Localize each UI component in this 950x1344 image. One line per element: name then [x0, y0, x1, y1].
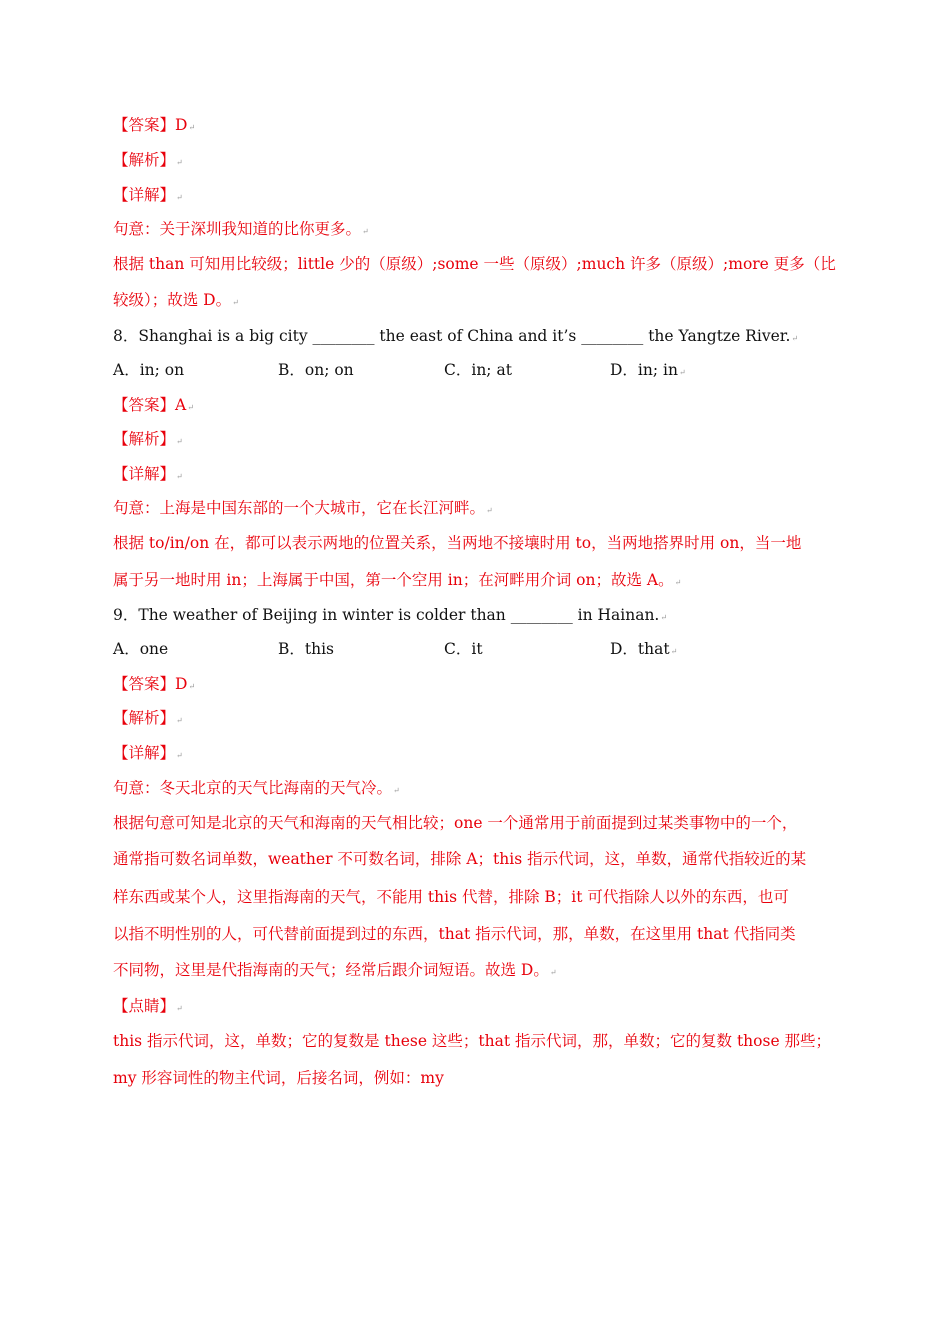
q9-answer: 【答案】D↵ [113, 675, 196, 693]
q9-analysis: 【解析】↵ [113, 709, 183, 727]
q9-explanation-line-4: 以指不明性别的人，可代替前面提到过的东西，that 指示代词，那，单数，在这里用 that 代指同类 [113, 925, 796, 943]
q7-analysis: 【解析】↵ [113, 151, 183, 169]
q8-options [113, 359, 853, 383]
q8-explanation-line-2: 属于另一地时用 in；上海属于中国，第一个空用 in；在河畔用介词 on；故选 A。↵ [113, 571, 682, 589]
q8-meaning: 句意：上海是中国东部的一个大城市，它在长江河畔。↵ [113, 499, 493, 517]
q8-option-d: D．in; in↵ [610, 361, 686, 379]
q9-tip-line-2: my 形容词性的物主代词，后接名词，例如：my [113, 1069, 444, 1087]
q7-detail: 【详解】↵ [113, 186, 183, 204]
q9-option-c: C．it [444, 640, 483, 658]
q9-option-d: D．that↵ [610, 640, 678, 658]
q9-option-a: A．one [113, 640, 169, 658]
q8-question: 8．Shanghai is a big city ________ the east of China and it’s ________ the Yangtze River.↵ [113, 327, 799, 345]
q7-meaning: 句意：关于深圳我知道的比你更多。↵ [113, 220, 369, 238]
q8-answer: 【答案】A↵ [113, 396, 194, 414]
q7-explanation-line-1: 根据 than 可知用比较级；little 少的（原级）;some 一些（原级）;much 许多（原级）;more 更多（比 [113, 255, 836, 273]
q9-options [113, 638, 853, 662]
q9-detail: 【详解】↵ [113, 744, 183, 762]
q9-meaning: 句意：冬天北京的天气比海南的天气冷。↵ [113, 779, 400, 797]
q7-explanation-line-2: 较级）；故选 D。↵ [113, 291, 239, 309]
q8-option-c: C．in; at [444, 361, 512, 379]
q9-explanation-line-1: 根据句意可知是北京的天气和海南的天气相比较；one 一个通常用于前面提到过某类事物中的一个， [113, 814, 798, 832]
q9-tip-heading: 【点睛】↵ [113, 997, 183, 1015]
q8-detail: 【详解】↵ [113, 465, 183, 483]
q9-question: 9．The weather of Beijing in winter is colder than ________ in Hainan.↵ [113, 606, 668, 624]
q8-explanation-line-1: 根据 to/in/on 在，都可以表示两地的位置关系，当两地不接壤时用 to，当两地搭界时用 on，当一地 [113, 534, 802, 552]
q7-answer: 【答案】D↵ [113, 116, 196, 134]
q9-explanation-line-3: 样东西或某个人，这里指海南的天气，不能用 this 代替，排除 B；it 可代指除人以外的东西，也可 [113, 888, 789, 906]
q8-option-b: B．on; on [278, 361, 354, 379]
q8-analysis: 【解析】↵ [113, 430, 183, 448]
q9-option-b: B．this [278, 640, 335, 658]
q8-option-a: A．in; on [113, 361, 185, 379]
q9-explanation-line-2: 通常指可数名词单数，weather 不可数名词，排除 A；this 指示代词，这，单数，通常代指较近的某 [113, 850, 807, 868]
q9-tip-line-1: this 指示代词，这，单数；它的复数是 these 这些；that 指示代词，那，单数；它的复数 those 那些； [113, 1032, 832, 1050]
q9-explanation-line-5: 不同物，这里是代指海南的天气；经常后跟介词短语。故选 D。↵ [113, 961, 557, 979]
